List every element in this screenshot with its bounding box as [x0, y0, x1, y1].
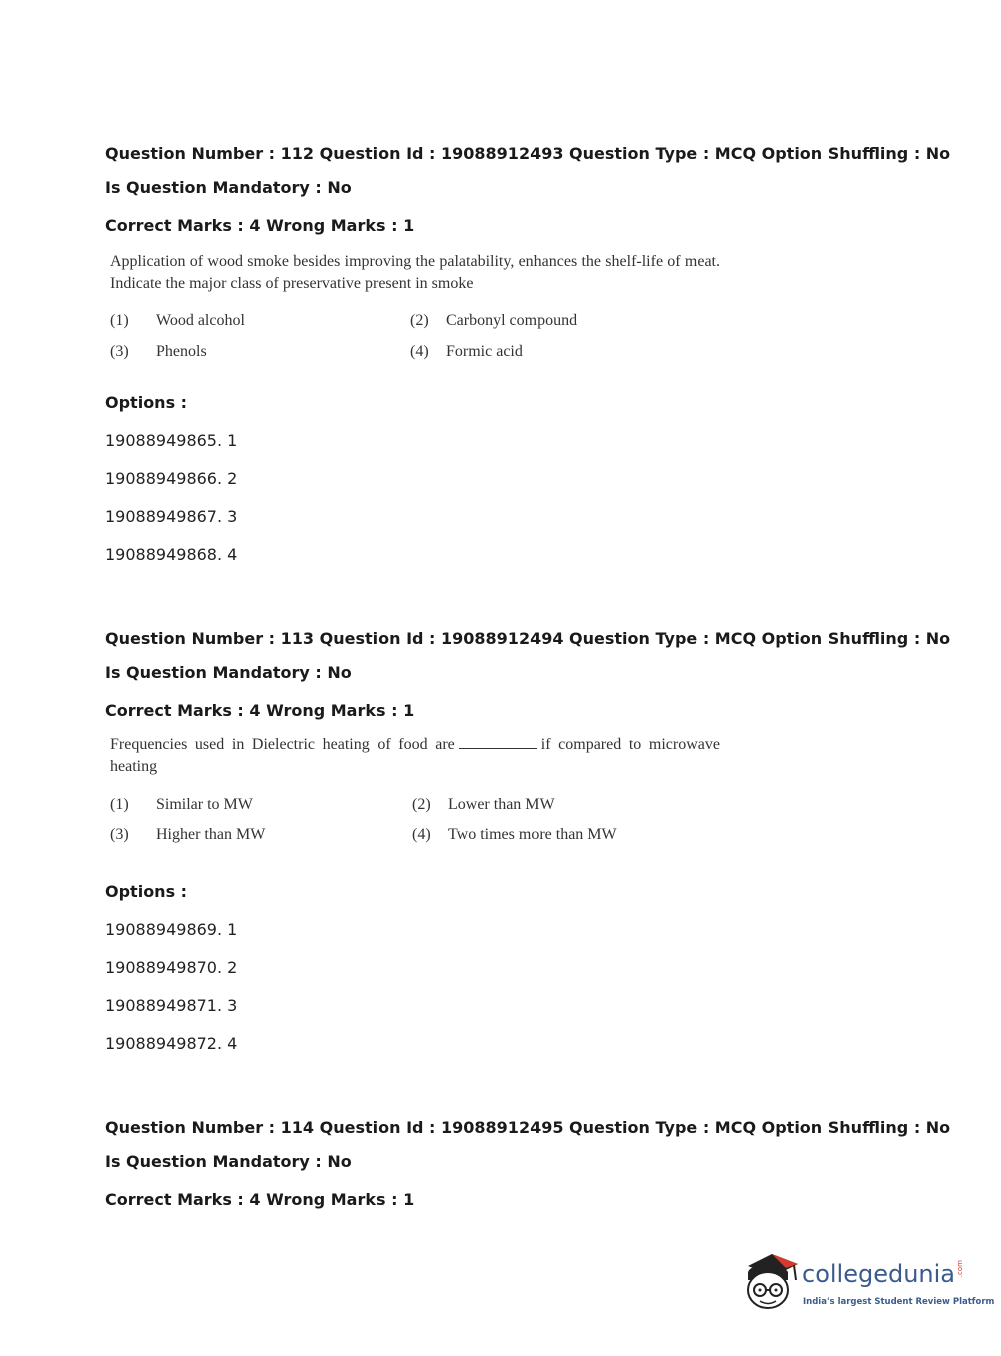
option-id: 19088949869. 1: [105, 920, 238, 939]
choice-number: (1): [110, 796, 129, 813]
option-id: 19088949865. 1: [105, 431, 238, 450]
choice-number: (1): [110, 312, 129, 329]
choice-3: [110, 826, 265, 844]
question-mandatory: Is Question Mandatory : No: [105, 663, 352, 682]
option-id: 19088949871. 3: [105, 996, 238, 1015]
question-header: Question Number : 112 Question Id : 19088912493 Question Type : MCQ Option Shuffling : No: [105, 144, 951, 163]
option-id: 19088949870. 2: [105, 958, 238, 977]
choice-text: Formic acid: [446, 343, 523, 360]
question-marks: Correct Marks : 4 Wrong Marks : 1: [105, 1190, 415, 1209]
question-mandatory: Is Question Mandatory : No: [105, 178, 352, 197]
stem-part-1: Frequencies used in Dielectric heating of food are: [110, 736, 455, 753]
choice-2: [410, 312, 577, 330]
choice-number: (2): [410, 312, 429, 329]
choice-text: Phenols: [156, 343, 207, 360]
choice-number: (3): [110, 826, 129, 843]
question-stem: Application of wood smoke besides improving the palatability, enhances the shelf-life of meat. Indicate the major class of preservative present in smoke: [110, 253, 720, 292]
stem-part-2: if compared to microwave heating: [110, 736, 720, 775]
choice-1: [110, 312, 245, 330]
options-label: Options :: [105, 393, 188, 412]
logo-name: collegedunia: [802, 1260, 956, 1288]
collegedunia-logo: [742, 1250, 995, 1320]
choice-1: [110, 796, 253, 814]
option-id: 19088949867. 3: [105, 507, 238, 526]
choice-4: [410, 343, 523, 361]
choice-text: Wood alcohol: [156, 312, 245, 329]
choice-text: Carbonyl compound: [446, 312, 578, 329]
mascot-icon: [742, 1250, 804, 1320]
choice-text: Lower than MW: [448, 796, 555, 813]
choice-number: (2): [412, 796, 431, 813]
choice-number: (4): [410, 343, 429, 360]
question-mandatory: Is Question Mandatory : No: [105, 1152, 352, 1171]
question-header: Question Number : 114 Question Id : 19088912495 Question Type : MCQ Option Shuffling : No: [105, 1118, 951, 1137]
choice-2: [412, 796, 555, 814]
question-stem: [110, 734, 720, 778]
choice-number: (3): [110, 343, 129, 360]
question-marks: Correct Marks : 4 Wrong Marks : 1: [105, 701, 415, 720]
answer-blank: [459, 734, 537, 749]
question-header: Question Number : 113 Question Id : 19088912494 Question Type : MCQ Option Shuffling : No: [105, 629, 951, 648]
option-id: 19088949872. 4: [105, 1034, 238, 1053]
choice-text: Two times more than MW: [448, 826, 617, 843]
option-id: 19088949866. 2: [105, 469, 238, 488]
option-id: 19088949868. 4: [105, 545, 238, 564]
choice-4: [412, 826, 617, 844]
logo-wordmark: [802, 1260, 964, 1288]
logo-tagline: India's largest Student Review Platform: [803, 1297, 995, 1307]
choice-text: Similar to MW: [156, 796, 253, 813]
logo-suffix: .com: [956, 1260, 965, 1278]
choice-number: (4): [412, 826, 431, 843]
choice-text: Higher than MW: [156, 826, 266, 843]
options-label: Options :: [105, 882, 188, 901]
choice-3: [110, 343, 207, 361]
question-marks: Correct Marks : 4 Wrong Marks : 1: [105, 216, 415, 235]
